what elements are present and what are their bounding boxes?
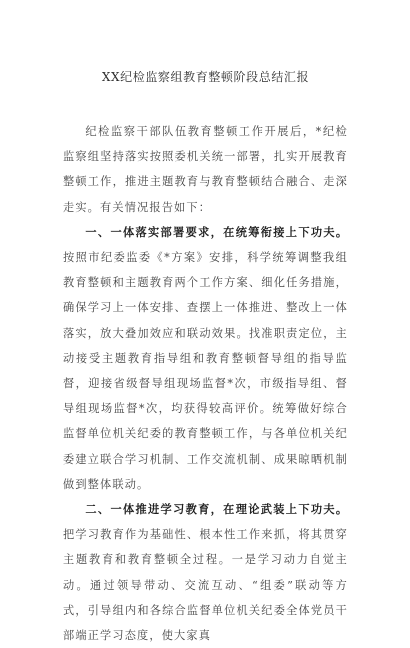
document-title: XX纪检监察组教育整顿阶段总结汇报: [101, 70, 310, 84]
section-two-paragraph: [63, 497, 348, 648]
section-two-heading: 二、一体推进学习教育，在理论武装上下功夫。: [85, 503, 348, 517]
section-one-paragraph: [63, 220, 348, 497]
section-two-text: 把学习教育作为基础性、根本性工作来抓，将其贯穿主题教育和教育整顿全过程。一是学习动力自觉主动。通过领导带动、交流互动、“组委”联动等方式，引导组内和各综合监督单位机关纪委全体党员干部端正学习态度，使大家真: [63, 528, 348, 643]
intro-paragraph-text: 纪检监察干部队伍教育整顿工作开展后，*纪检监察组坚持落实按照委机关统一部署，扎实开展教育整顿工作，推进主题教育与教育整顿结合融合、走深走实。有关情况报告如下：: [63, 125, 348, 214]
intro-paragraph: [63, 119, 348, 220]
section-one-text: 按照市纪委监委《*方案》安排，科学统筹调整我组教育整顿和主题教育两个工作方案、细化任务措施，确保学习上一体安排、查摆上一体推进、整改上一体落实，放大叠加效应和联动效果。找准职责定位，主动接受主题教育指导组和教育整顿督导组的指导监督，迎接省级督导组现场监督*次，市级指导组、督导组现场监督*次，均获得较高评价。统筹做好综合监督单位机关纪委的教育整顿工作，与各单位机关纪委建立联合学习机制、工作交流机制、成果晾晒机制做到整体联动。: [63, 251, 348, 491]
section-one-heading: 一、一体落实部署要求，在统筹衔接上下功夫。: [85, 225, 348, 239]
